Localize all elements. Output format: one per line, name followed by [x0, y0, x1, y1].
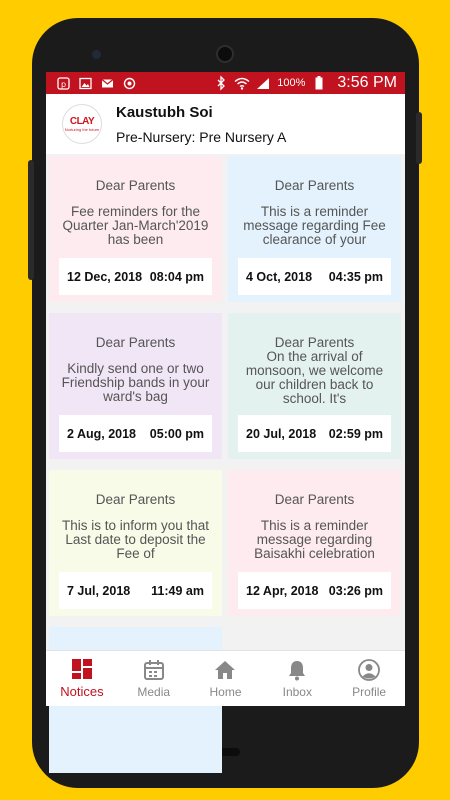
- volume-button: [28, 160, 34, 280]
- wifi-icon: [235, 76, 249, 90]
- notice-date: 12 Apr, 2018: [246, 583, 319, 598]
- notice-date: 12 Dec, 2018: [67, 269, 143, 284]
- nav-media[interactable]: [118, 651, 190, 706]
- nav-inbox[interactable]: [261, 651, 333, 706]
- calendar-icon: [143, 659, 165, 681]
- nav-label: Profile: [352, 684, 387, 699]
- logo-subtext: Nurturing the future: [64, 127, 100, 132]
- front-camera: [92, 50, 101, 59]
- battery-icon: [312, 76, 326, 90]
- notice-card[interactable]: [228, 156, 401, 302]
- notice-datetime: [238, 572, 391, 609]
- notice-date: 20 Jul, 2018: [246, 426, 317, 441]
- student-class: Pre-Nursery: Pre Nursery A: [116, 128, 287, 145]
- notice-card[interactable]: [49, 470, 222, 616]
- sync-icon: [122, 76, 136, 90]
- nav-notices[interactable]: [46, 651, 118, 706]
- student-header: [46, 94, 405, 154]
- notice-title: Dear Parents: [274, 492, 355, 507]
- nav-label: Inbox: [282, 684, 312, 699]
- notices-icon: [71, 658, 93, 680]
- notice-time: 05:00 pm: [149, 426, 204, 441]
- app-screen: [46, 72, 405, 706]
- clock: 3:56 PM: [337, 74, 397, 91]
- notice-datetime: [59, 258, 212, 295]
- power-button: [416, 112, 422, 164]
- notice-time: 11:49 am: [151, 583, 204, 598]
- notice-card[interactable]: [228, 470, 401, 616]
- student-name: Kaustubh Soi: [116, 103, 213, 121]
- earpiece-speaker: [216, 45, 234, 63]
- notice-title: Dear Parents: [95, 492, 176, 507]
- nav-label: Home: [209, 684, 242, 699]
- notice-title: Dear Parents: [274, 178, 355, 193]
- nav-home[interactable]: [190, 651, 262, 706]
- notice-card[interactable]: [49, 156, 222, 302]
- notice-card[interactable]: [49, 313, 222, 459]
- school-logo: [62, 104, 102, 144]
- notice-body: This is a reminder message regarding Baisakhi celebration: [254, 518, 375, 561]
- notice-time: 03:26 pm: [328, 583, 383, 598]
- notice-time: 02:59 pm: [328, 426, 383, 441]
- notice-grid[interactable]: [46, 154, 405, 650]
- notice-date: 4 Oct, 2018: [246, 269, 313, 284]
- home-icon: [214, 659, 236, 681]
- notice-datetime: [59, 572, 212, 609]
- notice-body: Fee reminders for the Quarter Jan-March'2019 has been: [62, 204, 209, 247]
- svg-text:p: p: [60, 79, 66, 89]
- notice-card[interactable]: [228, 313, 401, 459]
- notice-time: 08:04 pm: [149, 269, 204, 284]
- app-notification-icon: [56, 76, 70, 90]
- notice-title: Dear Parents: [95, 178, 176, 193]
- logo-text: CLAY: [69, 116, 95, 127]
- notice-body: On the arrival of monsoon, we welcome our children back to school. It's: [245, 349, 384, 406]
- profile-icon: [358, 659, 380, 681]
- notice-title: Dear Parents: [95, 335, 176, 350]
- notice-datetime: [59, 415, 212, 452]
- notice-body: Kindly send one or two Friendship bands in your ward's bag: [61, 361, 210, 404]
- image-icon: [78, 76, 92, 90]
- battery-percent: 100%: [277, 77, 306, 89]
- status-bar: [46, 72, 405, 94]
- signal-icon: [256, 76, 270, 90]
- notice-datetime: [238, 415, 391, 452]
- notice-time: 04:35 pm: [328, 269, 383, 284]
- bell-icon: [286, 659, 308, 681]
- nav-label: Notices: [60, 684, 104, 699]
- notice-datetime: [238, 258, 391, 295]
- notice-body: This is to inform you that Last date to deposit the Fee of: [61, 518, 210, 561]
- notice-date: 7 Jul, 2018: [67, 583, 131, 598]
- notice-date: 2 Aug, 2018: [67, 426, 137, 441]
- bluetooth-icon: [214, 76, 228, 90]
- nav-profile[interactable]: [333, 651, 405, 706]
- mail-icon: [100, 76, 114, 90]
- bottom-nav: [46, 650, 405, 706]
- notice-title: Dear Parents: [274, 335, 355, 350]
- notice-body: This is a reminder message regarding Fee clearance of your: [243, 204, 386, 247]
- nav-label: Media: [137, 684, 171, 699]
